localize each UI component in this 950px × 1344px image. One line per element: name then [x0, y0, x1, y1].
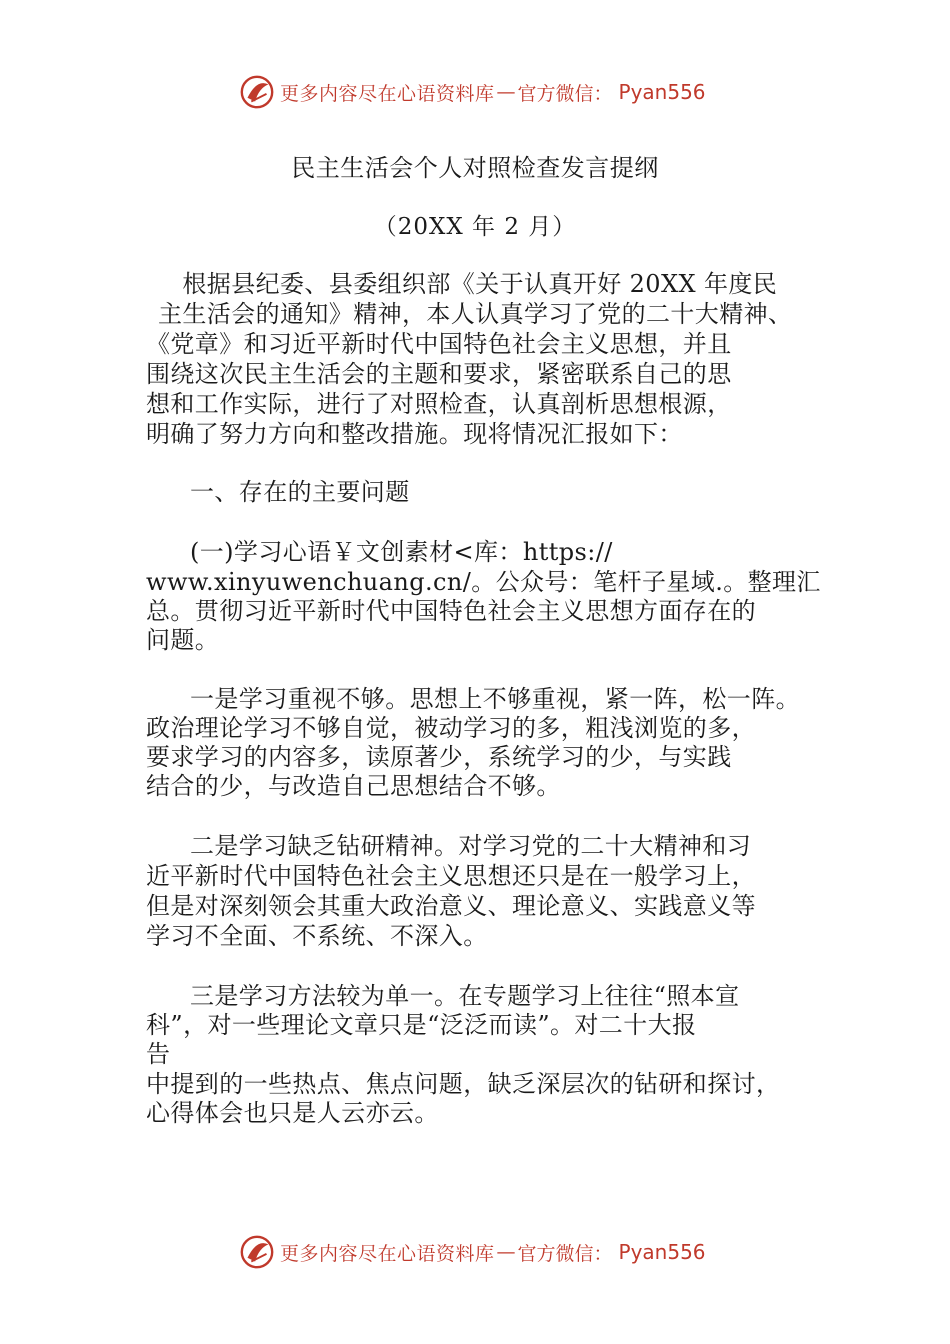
body-line: 告 — [146, 1040, 171, 1068]
banner-wechat-id: Pyan556 — [618, 1240, 706, 1264]
library-logo-icon — [238, 1233, 276, 1271]
body-line: 心得体会也只是人云亦云。 — [146, 1099, 439, 1127]
body-line: 明确了努力方向和整改措施。现将情况汇报如下： — [146, 420, 683, 448]
body-line: 想和工作实际，进行了对照检查，认真剖析思想根源， — [146, 390, 732, 418]
body-line: 二是学习缺乏钻研精神。对学习党的二十大精神和习 — [190, 832, 752, 860]
body-line: 但是对深刻领会其重大政治意义、理论意义、实践意义等 — [146, 892, 756, 920]
body-line: 学习不全面、不系统、不深入。 — [146, 922, 488, 950]
body-line: 一是学习重视不够。思想上不够重视，紧一阵，松一阵。 — [190, 685, 800, 713]
document-date: （20XX 年 2 月） — [373, 214, 577, 240]
body-line: 要求学习的内容多，读原著少，系统学习的少，与实践 — [146, 743, 732, 771]
body-line: 结合的少，与改造自己思想结合不够。 — [146, 772, 561, 800]
footer-watermark-banner — [238, 1232, 758, 1272]
banner-separator: — — [496, 1241, 516, 1263]
subsection-heading: (一)学习心语￥文创素材<库：https:// — [190, 538, 613, 566]
body-line: 近平新时代中国特色社会主义思想还只是在一般学习上， — [146, 862, 756, 890]
header-watermark-banner — [238, 72, 758, 112]
body-line: 围绕这次民主生活会的主题和要求，紧密联系自己的思 — [146, 360, 732, 388]
body-line: 总。贯彻习近平新时代中国特色社会主义思想方面存在的 — [146, 597, 756, 625]
body-line: 《党章》和习近平新时代中国特色社会主义思想，并且 — [146, 330, 732, 358]
library-logo-icon — [238, 73, 276, 111]
body-line: 政治理论学习不够自觉，被动学习的多，粗浅浏览的多， — [146, 714, 756, 742]
banner-wechat-id: Pyan556 — [618, 80, 706, 104]
banner-slogan: 更多内容尽在心语资料库 — [280, 82, 495, 105]
body-line: 科”，对一些理论文章只是“泛泛而读”。对二十大报 — [146, 1011, 697, 1039]
document-title: 民主生活会个人对照检查发言提纲 — [291, 154, 659, 182]
section-heading: 一、存在的主要问题 — [190, 478, 410, 506]
body-line: 主生活会的通知》精神，本人认真学习了党的二十大精神、 — [158, 300, 793, 328]
body-line: 中提到的一些热点、焦点问题，缺乏深层次的钻研和探讨， — [146, 1070, 781, 1098]
body-line: 三是学习方法较为单一。在专题学习上往往“照本宣 — [190, 982, 740, 1010]
banner-slogan: 更多内容尽在心语资料库 — [280, 1242, 495, 1265]
banner-separator: — — [496, 81, 516, 103]
banner-wechat-label: 官方微信： — [517, 1242, 613, 1265]
banner-wechat-label: 官方微信： — [517, 82, 613, 105]
body-line: www.xinyuwenchuang.cn/。公众号：笔杆子星域.。整理汇 — [146, 568, 821, 596]
body-line: 根据县纪委、县委组织部《关于认真开好 20XX 年度民 — [158, 270, 778, 298]
body-line: 问题。 — [146, 626, 220, 654]
